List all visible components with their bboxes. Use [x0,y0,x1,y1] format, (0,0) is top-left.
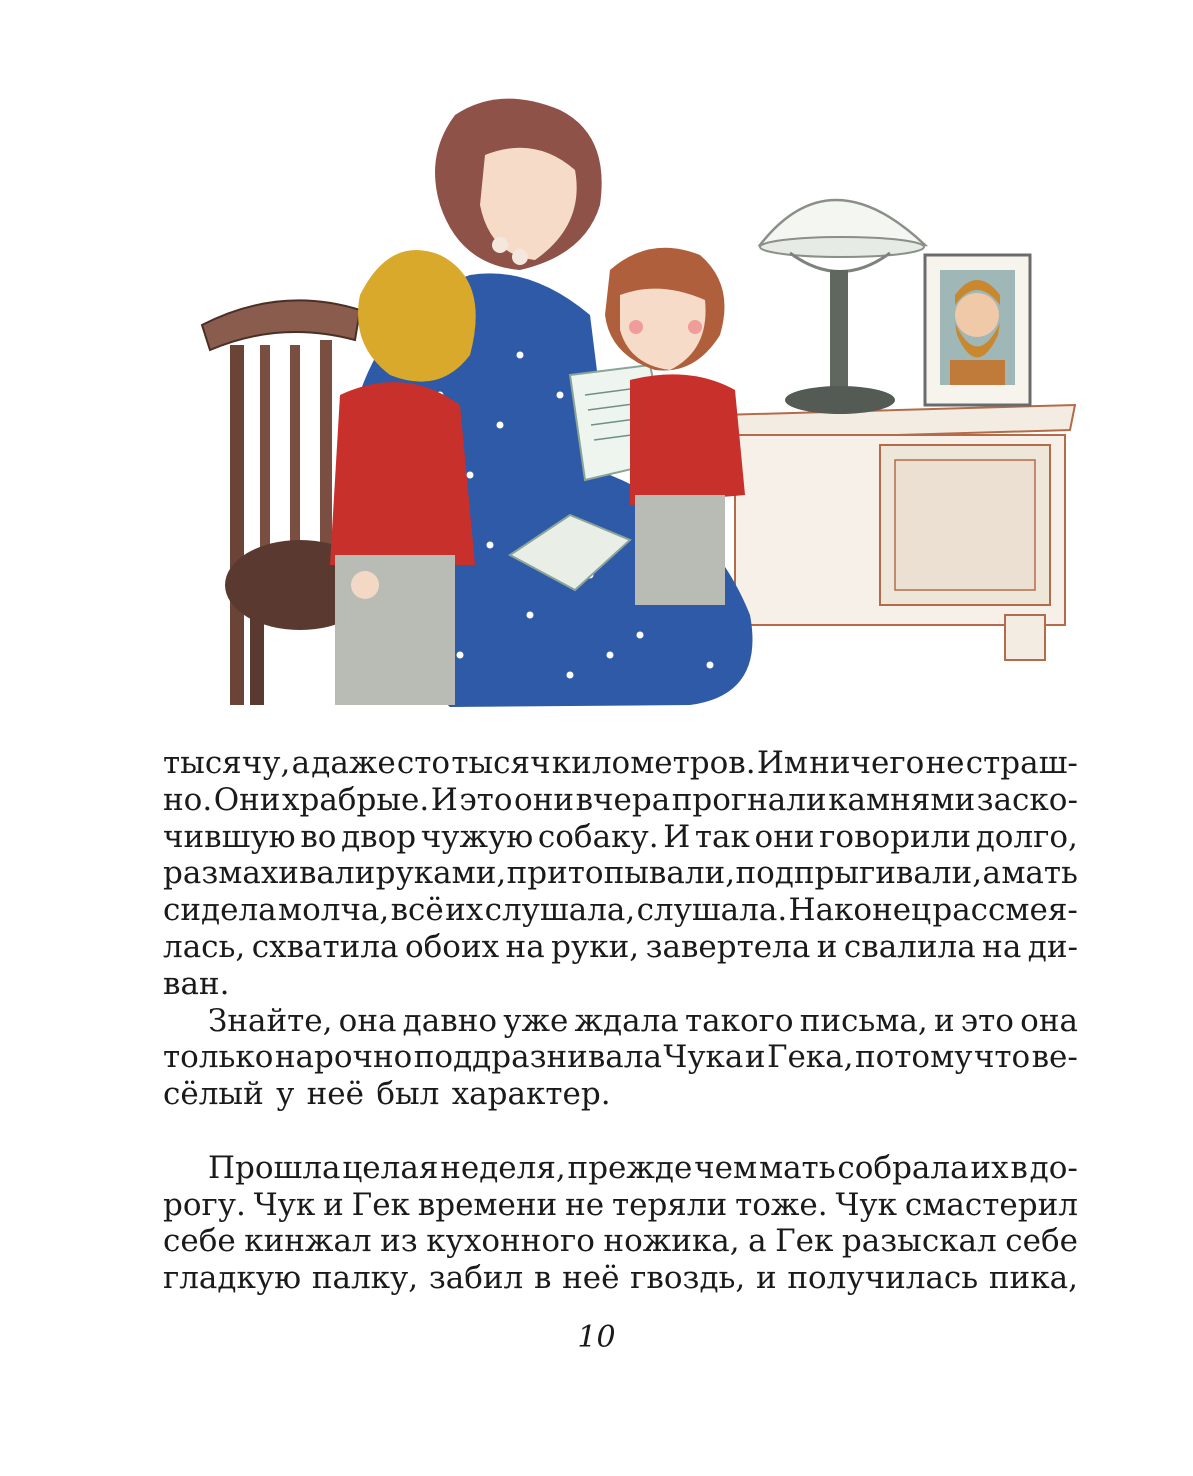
text-line: тысячу, а даже сто тысяч километров. Им ничего не страш- [163,745,1078,781]
paragraph-spacer [163,1113,1078,1150]
text-line: размахивали руками, притопывали, подпрыгивали, а мать [163,855,1078,892]
paragraph-2 [163,1003,1078,1113]
text-line: только нарочно поддразнивала Чука и Гека, потому что ве- [163,1039,1078,1076]
text-line: лась, схватила обоих на руки, завертела и свалила на ди- [163,928,1078,965]
text-line: сёлый у неё был характер. [163,1076,611,1113]
text-line: рогу. Чук и Гек времени не теряли тоже. Чук смастерил [163,1186,1078,1223]
paragraph-3 [163,1150,1078,1297]
desk [720,405,1075,660]
text-line: Знайте, она давно уже ждала такого письма, и это она [208,1002,1078,1039]
text-line: чившую во двор чужую собаку. И так они говорили долго, [163,818,1078,855]
text-line: но. Они храбрые. И это они вчера прогнали камнями заско- [163,781,1078,818]
page-number: 10 [577,1320,616,1355]
paragraph-1 [163,745,1078,1003]
text-line: ван. [163,965,230,1002]
table-lamp [760,200,925,414]
text-line: себе кинжал из кухонного ножика, а Гек разыскал себе [163,1223,1078,1260]
portrait-frame [925,255,1030,405]
text-line: сидела молча, всё их слушала, слушала. Наконец рассмея- [163,892,1078,929]
text-line: Прошла целая неделя, прежде чем мать собрала их в до- [208,1149,1078,1186]
text-line: гладкую палку, забил в неё гвоздь, и получилась пика, [163,1260,1078,1297]
illustration [190,95,1080,720]
body-text [163,745,1078,1297]
